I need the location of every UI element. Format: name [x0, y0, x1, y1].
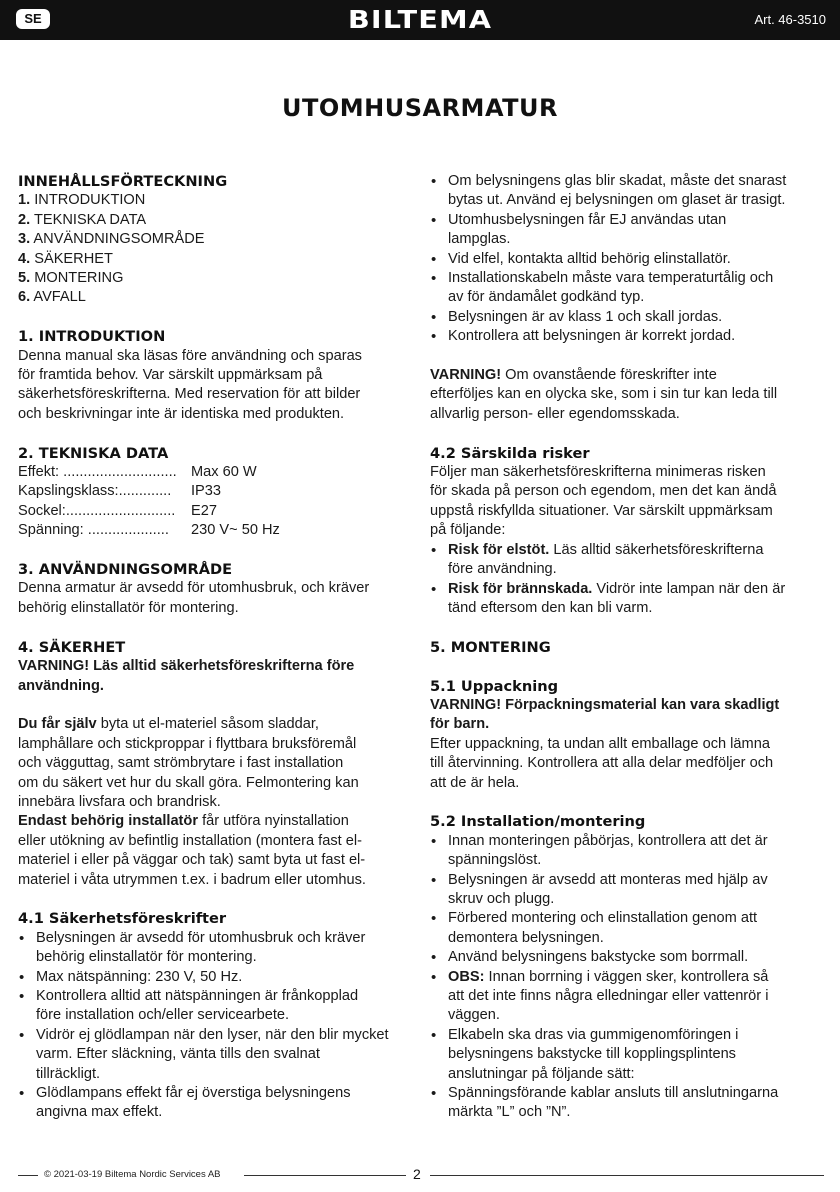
list-item: • Belysningen är avsedd för utomhusbruk och kräver behörig elinstallatör för montering.: [18, 929, 410, 968]
spec-row: Spänning: .................... 230 V~ 50 Hz: [18, 522, 280, 539]
list-item: • Förbered montering och elinstallation genom att demontera belysningen.: [430, 909, 826, 948]
footer-rule: [244, 1175, 406, 1176]
right-column: [430, 172, 826, 1123]
header-bar: [0, 0, 840, 40]
document-title: UTOMHUSARMATUR: [282, 94, 558, 122]
toc-item: 3. ANVÄNDNINGSOMRÅDE: [18, 231, 205, 248]
safety-warning: VARNING! Läs alltid säkerhetsföreskrifterna före användning.: [18, 658, 355, 694]
toc-item: 5. MONTERING: [18, 270, 124, 287]
list-item: • Installationskabeln måste vara temperaturtålig och av för ändamålet godkänd typ.: [430, 269, 826, 308]
section-heading-intro: 1. INTRODUKTION: [18, 328, 166, 346]
list-item: • Kontrollera att belysningen är korrekt jordad.: [430, 327, 826, 346]
section-heading-tech: 2. TEKNISKA DATA: [18, 444, 169, 462]
list-item: • Risk för brännskada. Vidrör inte lampan när den är tänd eftersom den kan bli varm.: [430, 580, 826, 619]
page-number: 2: [413, 1166, 421, 1182]
list-item: • Använd belysningens bakstycke som borrmall.: [430, 948, 826, 967]
list-item: • Max nätspänning: 230 V, 50 Hz.: [18, 968, 410, 987]
list-item: • Kontrollera alltid att nätspänningen är frånkopplad före installation och/eller servicearbete.: [18, 987, 410, 1026]
spec-row: Kapslingsklass:............. IP33: [18, 483, 222, 500]
brand-logo: BILTEMA: [347, 5, 493, 34]
toc-item: 6. AVFALL: [18, 289, 86, 306]
section-heading-safety: 4. SÄKERHET: [18, 638, 126, 656]
toc-item: 1. INTRODUKTION: [18, 192, 146, 209]
install-list: [430, 832, 826, 1123]
unpack-warning: VARNING! Förpackningsmaterial kan vara skadligt för barn.: [430, 696, 780, 733]
intro-text: Denna manual ska läsas före användning och sparas för framtida behov. Var särskilt uppmärksam på säkerhetsföreskrifterna. Med reservation för att bilder och beskrivningar inte är identiska med produkten.: [18, 347, 362, 422]
tech-table: [18, 463, 410, 541]
language-badge: SE: [16, 9, 50, 29]
risks-list: [430, 541, 826, 619]
safety-paragraph-1: Du får själv byta ut el-materiel såsom sladdar, lamphållare och stickproppar i flyttbara bruksföremål och vägguttag, samt strömbrytare i fast installation om du säkert vet hur du skall göra. Felmontering kan innebära livsfara och brandrisk.: [18, 716, 359, 810]
left-column: [18, 172, 410, 1123]
section-heading-risks: 4.2 Särskilda risker: [430, 444, 590, 462]
article-number: Art. 46-3510: [754, 12, 826, 27]
list-item: • Glödlampans effekt får ej överstiga belysningens angivna max effekt.: [18, 1084, 410, 1123]
risks-text: Följer man säkerhetsföreskrifterna minimeras risken för skada på person och egendom, men det kan ändå uppstå riskfyllda situationer. Var särskilt uppmärksam på följande:: [430, 464, 777, 539]
list-item: • Innan monteringen påbörjas, kontrollera att det är spänningslöst.: [430, 832, 826, 871]
list-item: • Utomhusbelysningen får EJ användas utan lampglas.: [430, 211, 826, 250]
section-heading-rules: 4.1 Säkerhetsföreskrifter: [18, 910, 227, 928]
rules-list-right: [430, 172, 826, 347]
spec-row: Effekt: ............................ Max 60 W: [18, 464, 257, 481]
list-item: • Elkabeln ska dras via gummigenomföringen i belysningens bakstycke till kopplingsplintens anslutningar på följande sätt:: [430, 1026, 826, 1084]
toc-item: 2. TEKNISKA DATA: [18, 211, 147, 228]
safety-paragraph-2: Endast behörig installatör får utföra nyinstallation eller utökning av befintlig installation (montera fast el- materiel i eller på väggar och tak) samt byta ut fast el- materiel i våta utrymmen t.ex. i badrum eller utomhus.: [18, 813, 366, 888]
list-item: • Belysningen är avsedd att monteras med hjälp av skruv och plugg.: [430, 871, 826, 910]
list-item: • Vid elfel, kontakta alltid behörig elinstallatör.: [430, 250, 826, 269]
rules-list-left: [18, 929, 410, 1123]
unpack-text: Efter uppackning, ta undan allt emballage och lämna till återvinning. Kontrollera att alla delar medföljer och att de är hela.: [430, 735, 774, 791]
usage-text: Denna armatur är avsedd för utomhusbruk, och kräver behörig elinstallatör för montering.: [18, 580, 370, 616]
footer-copyright: © 2021-03-19 Biltema Nordic Services AB: [44, 1169, 221, 1180]
subsection-heading-install: 5.2 Installation/montering: [430, 813, 646, 831]
list-item: • Risk för elstöt. Läs alltid säkerhetsföreskrifterna före användning.: [430, 541, 826, 580]
rules-warning: VARNING! Om ovanstående föreskrifter inte efterföljes kan en olycka ske, som i sin tur kan leda till allvarlig person- eller egendomsskada.: [430, 367, 778, 422]
list-item: • Vidrör ej glödlampan när den lyser, när den blir mycket varm. Efter släckning, vänta tills den svalnat tillräckligt.: [18, 1026, 410, 1084]
toc-item: 4. SÄKERHET: [18, 250, 113, 267]
section-heading-mounting: 5. MONTERING: [430, 638, 551, 656]
toc-list: [18, 191, 410, 307]
list-item: • Spänningsförande kablar ansluts till anslutningarna märkta ”L” och ”N”.: [430, 1084, 826, 1123]
toc-heading: INNEHÅLLSFÖRTECKNING: [18, 173, 228, 190]
footer-rule: [18, 1175, 38, 1176]
list-item: • OBS: Innan borrning i väggen sker, kontrollera så att det inte finns några elledningar eller vattenrör i väggen.: [430, 968, 826, 1026]
list-item: • Om belysningens glas blir skadat, måste det snarast bytas ut. Använd ej belysningen om glaset är trasigt.: [430, 172, 826, 211]
list-item: • Belysningen är av klass 1 och skall jordas.: [430, 308, 826, 327]
page-footer: [0, 1166, 840, 1184]
footer-rule: [430, 1175, 824, 1176]
subsection-heading-unpack: 5.1 Uppackning: [430, 677, 559, 695]
spec-row: Sockel:........................... E27: [18, 502, 217, 519]
section-heading-usage: 3. ANVÄNDNINGSOMRÅDE: [18, 561, 233, 579]
